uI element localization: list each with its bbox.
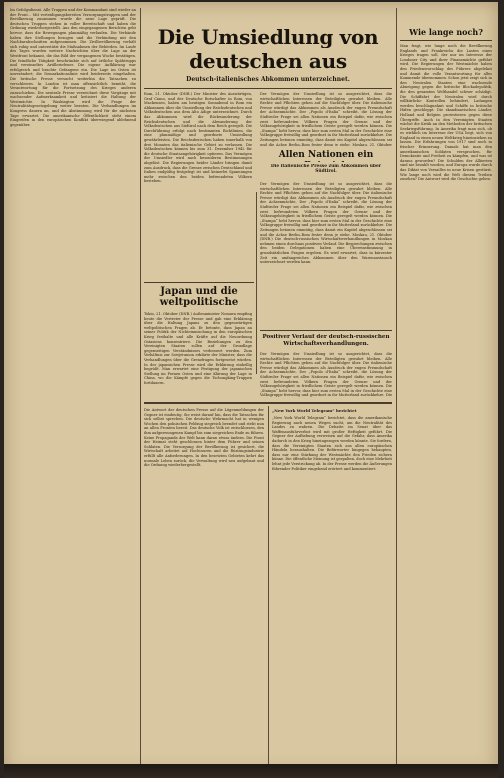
newspaper-page [4,2,498,774]
main-subtitle: Deutsch-italienisches Abkommen unterzeichnet. [186,76,350,83]
right-headline: Wie lange noch? [409,28,483,37]
bottom-left-article-text: Die Antwort der deutschen Presse auf die Lügenmeldungen der Gegner ist eindeutig. Sie weist darauf hin, dass die Tatsachen für sich selbst sprechen. Die deutsche Wehrmacht hat in wenigen Wochen den polnischen Feldzug siegreich beendet und steht nun an allen Fronten bereit. Das deutsche Volk ist entschlossen, den ihm aufgezwungenen Kampf bis zum siegreichen Ende zu führen. Keine Propaganda der Welt kann daran etwas ändern. Die Front der Heimat steht geschlossen hinter dem Führer und seinen Soldaten. Die Versorgung der Bevölkerung ist gesichert, die Wirtschaft arbeitet auf Hochtouren und die Rüstungsindustrie erfüllt alle Anforderungen. In den besetzten Gebieten kehrt das normale Leben zurück, die Verwaltung wird neu aufgebaut und die Ordnung wiederhergestellt. [144,408,264,468]
japan-headline: Japan und die weltpolitische [159,286,239,308]
column-rule [268,406,269,764]
scan-edge [4,764,498,778]
beispiel-article-text: Der Vermögen der Umsiedlung ist so ausgerichtet, dass die wirtschaftlichen Interessen der Beteiligten gewahrt bleiben. Alle Rechte und Pflichten gehen auf die Nachfolger über. Die italienische Presse würdigt das Abkommen als Ausdruck der engen Freundschaft der Achsenmächte. Der „Popolo d'Italia“ schreibt, die Lösung der Südtiroler Frage sei allen Nationen ein Beispiel dafür, wie zwischen zwei befreundeten Völkern Fragen der Grenze und der Volkszugehörigkeit in friedlichem Geiste geregelt werden können. Die „Stampa“ hebt hervor, dass hier zum ersten Mal in der Geschichte eine Volksgruppe freiwillig und geordnet in ihr Mutterland zurückkehre. Die Zeitungen betonen einmütig, dass damit ein Kapitel abgeschlossen sei und die Achse Berlin–Rom fester denn je stehe. Moskau, 21. Oktober (DNB.) Die deutsch-russischen Wirtschaftsverhandlungen in Moskau nehmen einen durchaus positiven Verlauf. Die Besprechungen zwischen den beiden Delegationen haben eine Übereinstimmung in grundsätzlichen Fragen ergeben. Es wird erwartet, dass in kürzester Zeit ein umfangreiches Abkommen über den Warenaustausch unterzeichnet werden kann. [260,182,392,265]
divider [260,330,392,331]
column-rule [396,8,397,768]
column-rule [256,192,257,374]
divider [144,402,392,404]
rom-article-text-cont: Der Vermögen der Umsiedlung ist so ausgerichtet, dass die wirtschaftlichen Interessen der Beteiligten gewahrt bleiben. Alle Rechte und Pflichten gehen auf die Nachfolger über. Die italienische Presse würdigt das Abkommen als Ausdruck der engen Freundschaft der Achsenmächte. Der „Popolo d'Italia“ schreibt, die Lösung der Südtiroler Frage sei allen Nationen ein Beispiel dafür, wie zwischen zwei befreundeten Völkern Fragen der Grenze und der Volkszugehörigkeit in friedlichem Geiste geregelt werden können. Die „Stampa“ hebt hervor, dass hier zum ersten Mal in der Geschichte eine Volksgruppe freiwillig und geordnet in ihr Mutterland zurückkehre. Die Zeitungen betonen einmütig, dass damit ein Kapitel abgeschlossen sei und die Achse Berlin–Rom fester denn je stehe. Moskau, 21. Oktober [260,92,392,146]
news-item-lead: „New York World Telegram“ berichtet [272,408,357,413]
main-headline-line1: Die Umsiedlung von [157,26,379,48]
main-headline-line2: deutschen aus [189,50,347,72]
column-rule [140,8,141,768]
rom-article-text: Rom, 21. Oktober (DNB.) Der Minister des Auswärtigen, Graf Ciano, und der Deutsche Botschafter in Rom, von Mackensen, haben am heutigen Sonnabend in Rom ein Abkommen über die Umsiedlung der Reichsdeutschen und Volksdeutschen aus dem Alto Adige unterzeichnet. Durch das Abkommen wird die Rückwanderung der Reichsdeutschen und die Abwanderung der Volksdeutschen aus Südtirol nach dem Reich geregelt. Die Durchführung erfolgt nach bestimmten Richtlinien, die eine planmäßige und geordnete Umsiedlung gewährleisten. Die Reichsdeutschen haben innerhalb von drei Monaten das italienische Gebiet zu verlassen. Die Volksdeutschen können bis zum 31. Dezember 1942 für die deutsche Staatsangehörigkeit optieren. Das Vermögen der Umsiedler wird nach besonderen Bestimmungen abgelöst. Die Regierungen beider Länder bringen damit zum Ausdruck, dass die Grenze zwischen Deutschland und Italien endgültig festgelegt ist und keinerlei Spannungen mehr zwischen den beiden befreundeten Völkern bestehen. [144,92,252,184]
beispiel-headline: Allen Nationen ein [278,150,374,160]
column-left-text: Im Gefolgsdienst. Alle Truppen und der Kommandant sind wieder an der Front... Mit verteidigungsbereiten Versorgungstruppen und der Bevölkerung zusammen wurde die neue Lage geprüft. Die deutschen Truppen stehen in voller Bereitschaft und haben die Ordnung wiederhergestellt. Aus den eingegangenen Berichten geht hervor, dass die Bewegungen planmäßig verlaufen. Die Verbände haben ihre Stellungen bezogen und die Verbindung mit den Nachbarabschnitten aufgenommen. Die Zivilbevölkerung verhält sich ruhig und unterstützt die Maßnahmen der Behörden. Im Laufe des Tages wurden weitere Nachrichten über die Lage an der Westfront bekannt, die das Bild der vergangenen Woche bestätigen. Die feindliche Tätigkeit beschränkte sich auf örtliche Spähtrupps und vereinzeltes Artilleriefeuer. Die eigene Aufklärung war erfolgreich und brachte Gefangene ein. Die Lage im Osten ist unverändert; die Demarkationslinie wird beiderseits eingehalten. Die britische Presse versucht weiterhin die Tatsachen zu verschleiern. In London ist man offensichtlich bemüht, die Verantwortung für die Fortsetzung des Krieges anderen zuzuschieben. Die neutrale Presse verzeichnet diese Vorgänge mit wachsender Aufmerksamkeit und kritisiert die Haltung der Westmächte. In Washington wird die Frage der Neutralitätsgesetzgebung weiter beraten. Die Verhandlungen im Kongress dauern an, und die Abstimmung wird für die nächsten Tage erwartet. Die amerikanische Öffentlichkeit steht einem Eingreifen in den europäischen Konflikt überwiegend ablehnend gegenüber. [10,8,136,127]
beispiel-subtitle: Die italienische Presse zum Abkommen über Südtirol. [270,164,382,174]
japan-article-text: Tokio, 21. Oktober (DNB.) Außenminister Nomura empfing heute die Vertreter der Presse und gab eine Erklärung über die Haltung Japans zu den gegenwärtigen weltpolitischen Fragen ab. Er betonte, dass Japan an seiner Politik der Nichteinmischung in den europäischen Krieg festhalte und alle Kräfte auf die Neuordnung Ostasiens konzentriere. Die Beziehungen zu den Vereinigten Staaten sollen auf der Grundlage gegenseitigen Verständnisses verbessert werden. Zum Verhältnis zur Sowjetunion erklärte der Minister, dass die Verhandlungen über die Grenzfragen fortgesetzt würden. In der japanischen Presse wird die Erklärung einhellig begrüßt. Man erwartet eine Festigung der japanischen Stellung im Fernen Osten und eine Klärung der Lage in China, wo die Kämpfe gegen die Tschungking-Truppen fortdauern. [144,312,252,385]
divider [400,40,492,41]
divider [144,282,254,283]
bottom-mid-article-text: „New York World Telegram“ berichtet, dass die amerikanische Regierung nach neuen Wegen sucht, um die Neutralität des Landes zu wahren. Die Debatte im Senat über das Waffenausfuhrverbot wird mit großer Heftigkeit geführt. Die Gegner der Aufhebung verweisen auf die Gefahr, dass Amerika dadurch in den Krieg hineingezogen werden könnte. Sie fordern, dass die Vereinigten Staaten sich aus allen europäischen Händeln heraushalten. Die Befürworter hingegen behaupten, dass nur eine Stärkung der Westmächte den Frieden sichern könne. Die öffentliche Meinung ist gespalten, doch eine Mehrheit lehnt jede Verstrickung ab. In der Presse werden die Äußerungen führender Politiker eingehend erörtert und kommentiert. [272,416,392,471]
moskau-headline: Positiver Verlauf der deutsch-russischen Wirtschaftsverhandlungen. [262,334,390,347]
moskau-article-text: Der Vermögen der Umsiedlung ist so ausgerichtet, dass die wirtschaftlichen Interessen der Beteiligten gewahrt bleiben. Alle Rechte und Pflichten gehen auf die Nachfolger über. Die italienische Presse würdigt das Abkommen als Ausdruck der engen Freundschaft der Achsenmächte. Der „Popolo d'Italia“ schreibt, die Lösung der Südtiroler Frage sei allen Nationen ein Beispiel dafür, wie zwischen zwei befreundeten Völkern Fragen der Grenze und der Volkszugehörigkeit in friedlichem Geiste geregelt werden können. Die „Stampa“ hebt hervor, dass hier zum ersten Mal in der Geschichte eine Volksgruppe freiwillig und geordnet in ihr Mutterland zurückkehre. Die [260,352,392,398]
right-column-text: Man fragt, wie lange noch die Bevölkerung Englands und Frankreichs die Lasten eines Krieges tragen soll, der nur im Interesse der Londoner City und ihrer Finanzmächte geführt wird. Die Regierungen der Westmächte haben den Friedensvorschlag des Führers abgelehnt und damit die volle Verantwortung für alles Kommende übernommen. Schon jetzt zeigt sich in den Neutralen Staaten eine wachsende Abneigung gegen die britische Blockadepolitik, die den gesamten Welthandel schwer schädigt. Die Schiffahrt der Neutralen wird durch willkürliche Kontrollen behindert, Ladungen werden beschlagnahmt und Schiffe in britische Häfen geschleppt. Die skandinavischen Länder, Holland und Belgien protestieren gegen diese Übergriffe. Auch in den Vereinigten Staaten wächst die Kritik an den Methoden der britischen Seekriegsführung. In Amerika fragt man sich, ob es wirklich im Interesse der USA liegt, sich von England in einen neuen Weltkrieg hineinziehen zu lassen. Die Erfahrungen von 1917 sind noch in frischer Erinnerung. Damals hat man den amerikanischen Soldaten versprochen, für Demokratie und Freiheit zu kämpfen, und was ist daraus geworden? Die Schulden der Alliierten sind nie bezahlt worden, und Europa wurde durch das Diktat von Versailles in neue Krisen gestürzt. Wie lange noch wird die Welt diesem Treiben zusehen? Die Antwort wird die Geschichte geben. [400,44,492,182]
divider [144,88,392,89]
